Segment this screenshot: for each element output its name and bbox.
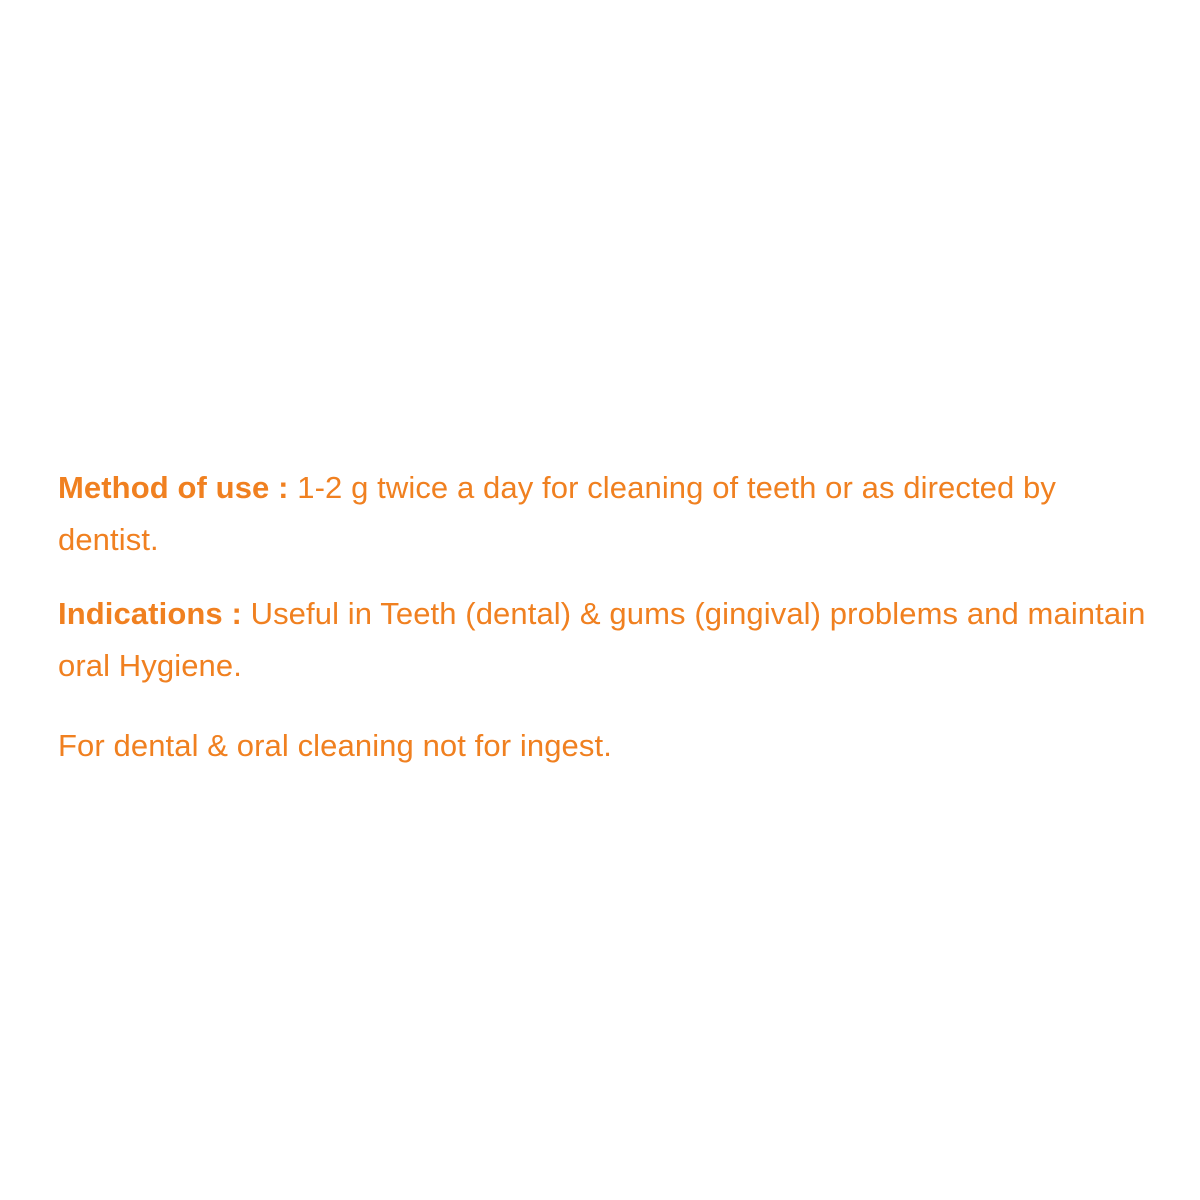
usage-note-paragraph	[58, 720, 1148, 772]
method-of-use-paragraph	[58, 462, 1148, 566]
indications-label: Indications :	[58, 596, 242, 631]
method-of-use-label: Method of use :	[58, 470, 289, 505]
indications-paragraph	[58, 588, 1148, 692]
label-text-block	[58, 462, 1148, 772]
indications-text: Useful in Teeth (dental) & gums (gingival) problems and maintain oral Hygiene.	[58, 596, 1146, 683]
usage-note-text: For dental & oral cleaning not for ingest.	[58, 728, 612, 763]
method-of-use-text: 1-2 g twice a day for cleaning of teeth or as directed by dentist.	[58, 470, 1056, 557]
